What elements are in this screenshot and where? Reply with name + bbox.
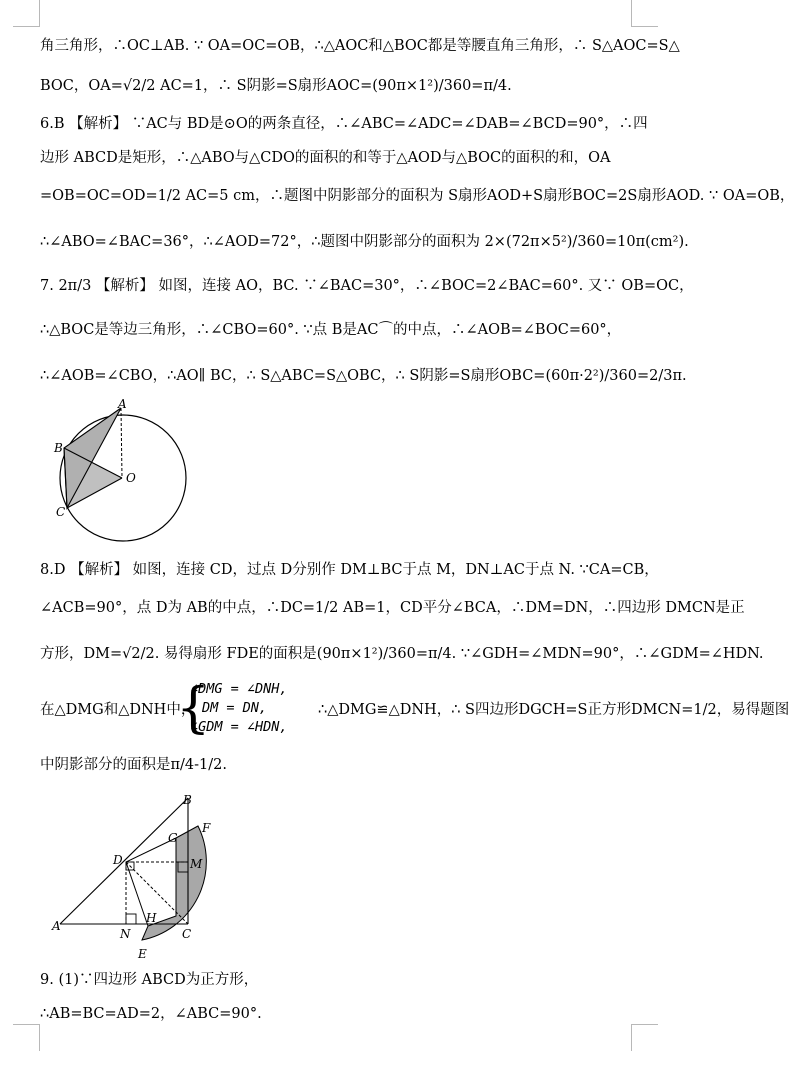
equation-1: ∠DMG = ∠DNH, xyxy=(190,681,288,697)
crop-mark-top-right xyxy=(631,0,658,27)
text-line-5: =OB=OC=OD=1/2 AC=5 cm，∴题图中阴影部分的面积为 S扇形AOD+S扇形BOC=2S扇形AOD. ∵ OA=OB， xyxy=(40,188,794,204)
crop-mark-top-left xyxy=(13,0,40,27)
label-B: B xyxy=(183,793,192,807)
figure-triangle-8 xyxy=(40,790,240,960)
text-line-6: ∴∠ABO=∠BAC=36°，∴∠AOD=72°，∴题图中阴影部分的面积为 2×(72π×5²)/360=10π(cm²). xyxy=(40,234,689,250)
crop-mark-bottom-right xyxy=(631,1024,658,1051)
label-E: E xyxy=(138,947,147,961)
label-A: A xyxy=(52,919,61,933)
text-line-10: 8.D 【解析】 如图，连接 CD，过点 D分别作 DM⊥BC于点 M，DN⊥AC于点 N. ∵CA=CB， xyxy=(40,562,659,578)
label-A: A xyxy=(118,397,127,411)
system-equations xyxy=(190,680,288,737)
label-C: C xyxy=(182,927,192,941)
text-line-2: BOC，OA=√2/2 AC=1，∴ S阴影=S扇形AOC=(90π×1²)/360=π/4. xyxy=(40,78,512,94)
figure-circle-7 xyxy=(40,396,200,526)
system-lead: 在△DMG和△DNH中， xyxy=(40,702,196,718)
label-B: B xyxy=(54,441,63,455)
label-F: F xyxy=(202,821,211,835)
text-line-3: 6.B 【解析】 ∵AC与 BD是⊙O的两条直径，∴∠ABC=∠ADC=∠DAB=∠BCD=90°，∴四 xyxy=(40,116,648,132)
text-line-8: ∴△BOC是等边三角形，∴∠CBO=60°. ∵点 B是AC⌒的中点，∴∠AOB=∠BOC=60°， xyxy=(40,322,622,338)
text-line-1: 角三角形，∴OC⊥AB. ∵ OA=OC=OB，∴△AOC和△BOC都是等腰直角三角形，∴ S△AOC=S△ xyxy=(40,38,680,54)
text-line-11: ∠ACB=90°，点 D为 AB的中点，∴DC=1/2 AB=1，CD平分∠BCA，∴DM=DN，∴四边形 DMCN是正 xyxy=(40,600,745,616)
equation-2: DM = DN, xyxy=(202,700,268,716)
label-M: M xyxy=(190,857,203,871)
equation-3: ∠GDM = ∠HDN, xyxy=(190,719,288,735)
label-D: D xyxy=(113,853,123,867)
system-conclusion: ∴△DMG≌△DNH，∴ S四边形DGCH=S正方形DMCN=1/2，易得题图 xyxy=(318,702,790,718)
text-line-15: 9. (1)∵四边形 ABCD为正方形， xyxy=(40,972,259,988)
text-line-16: ∴AB=BC=AD=2，∠ABC=90°. xyxy=(40,1006,262,1022)
brace-symbol: { xyxy=(176,676,211,739)
label-H: H xyxy=(146,911,157,925)
label-N: N xyxy=(120,927,131,941)
text-line-14: 中阴影部分的面积是π/4-1/2. xyxy=(40,757,227,773)
label-C: C xyxy=(56,505,66,519)
text-line-9: ∴∠AOB=∠CBO，∴AO∥ BC，∴ S△ABC=S△OBC，∴ S阴影=S扇形OBC=(60π·2²)/360=2/3π. xyxy=(40,368,687,384)
label-G: G xyxy=(168,831,178,845)
crop-mark-bottom-left xyxy=(13,1024,40,1051)
text-line-7: 7. 2π/3 【解析】 如图，连接 AO，BC. ∵∠BAC=30°，∴∠BOC=2∠BAC=60°. 又∵ OB=OC， xyxy=(40,278,694,294)
label-O: O xyxy=(126,471,136,485)
text-line-12: 方形，DM=√2/2. 易得扇形 FDE的面积是(90π×1²)/360=π/4. ∵∠GDH=∠MDN=90°，∴∠GDM=∠HDN. xyxy=(40,646,764,662)
congruence-system xyxy=(40,676,790,740)
text-line-4: 边形 ABCD是矩形，∴△ABO与△CDO的面积的和等于△AOD与△BOC的面积的和，OA xyxy=(40,150,611,166)
